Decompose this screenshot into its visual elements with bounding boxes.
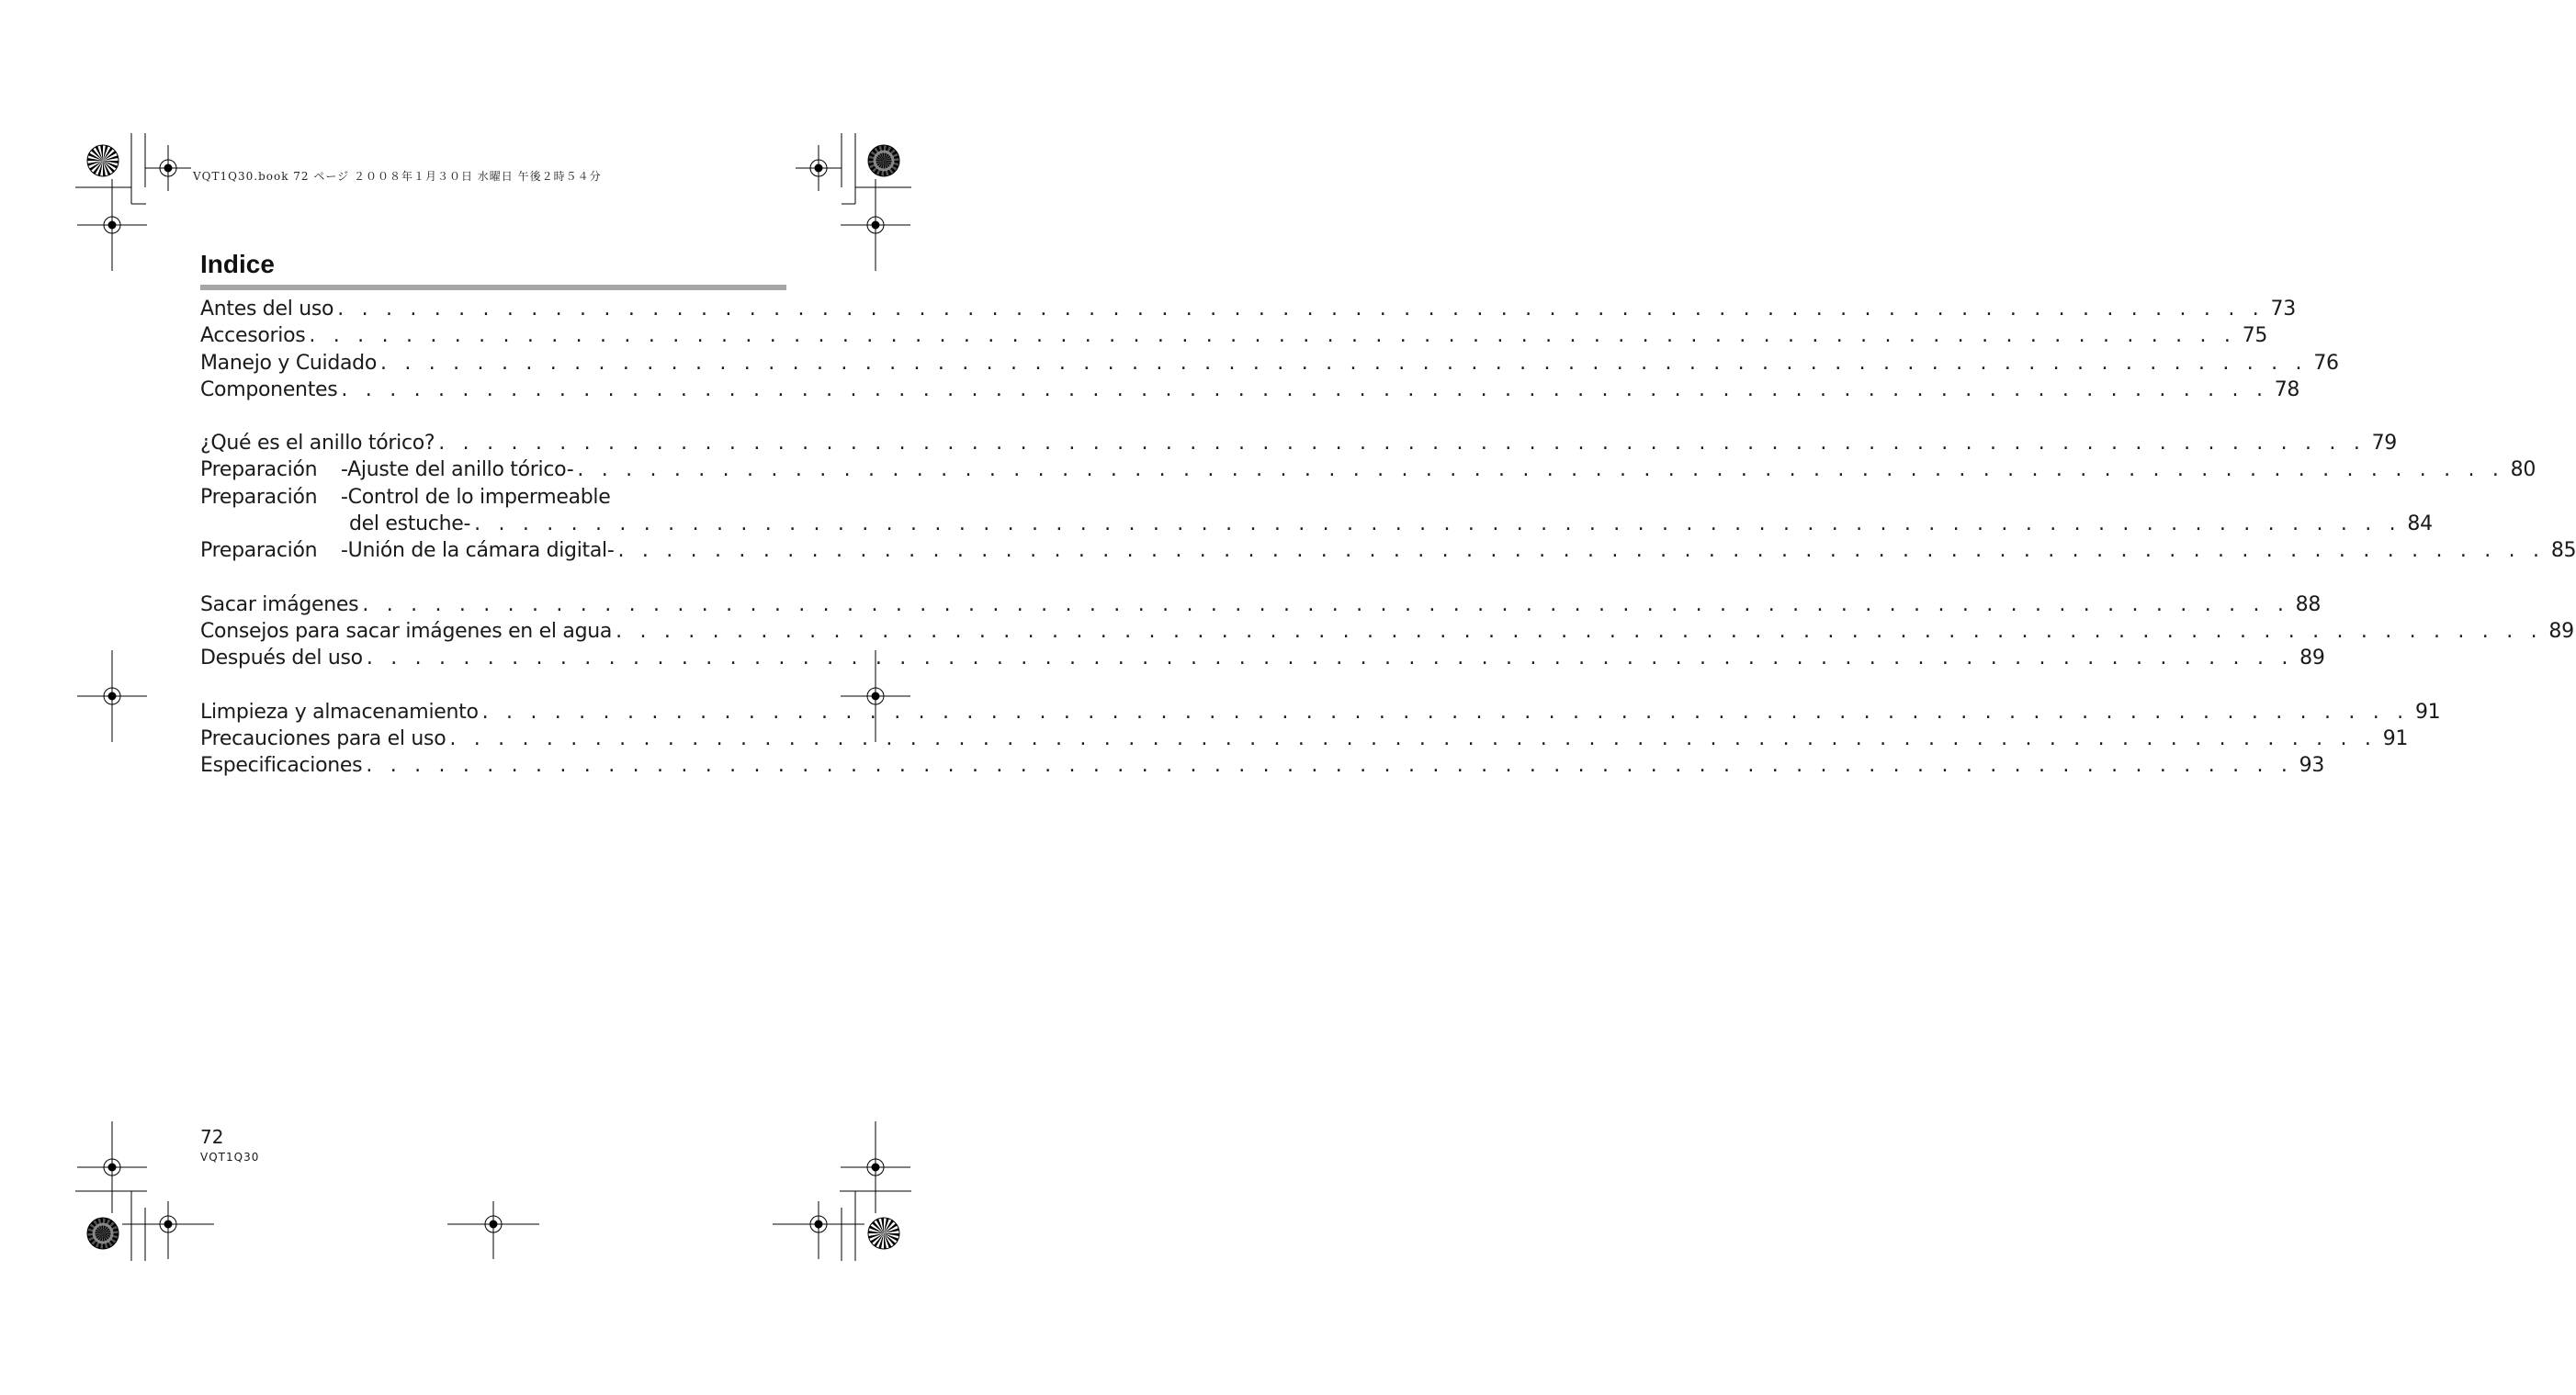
- crosshair-icon: [145, 145, 191, 191]
- toc-entry-page: 75: [2242, 324, 2268, 348]
- toc-entry-label: ¿Qué es el anillo tórico?: [200, 432, 435, 456]
- toc-entry-label: Después del uso: [200, 647, 363, 670]
- toc-entry-label: -Unión de la cámara digital-: [341, 539, 615, 563]
- toc-entry-label: -Ajuste del anillo tórico-: [341, 458, 574, 482]
- crosshair-icon: [796, 145, 842, 191]
- toc-entry: [200, 645, 2325, 671]
- toc-entry-label: Especificaciones: [200, 754, 363, 778]
- crosshair-icon: [122, 1201, 214, 1259]
- toc-entry: [200, 699, 2441, 726]
- toc-entry-label: Manejo y Cuidado: [200, 351, 378, 375]
- toc-entry-page: 91: [2414, 700, 2441, 724]
- title-rule: [200, 285, 786, 290]
- toc-entry: [200, 456, 2536, 483]
- toc-entry: [200, 591, 2322, 618]
- toc-dot-leader: . . . . . . . . . . . . . . . . . . . . . . . . . . . . . . . . . . . . . . . . . . . . . . . . . . . . . . . . . . . . . . . . . . . . . . . . . . . . . . . .: [481, 700, 2410, 724]
- toc-entry-label: Componentes: [200, 377, 338, 401]
- toc-dot-leader: . . . . . . . . . . . . . . . . . . . . . . . . . . . . . . . . . . . . . . . . . . . . . . . . . . . . . . . . . . . . . . . . . . . . . . . . . . . . . . . .: [366, 754, 2294, 778]
- toc-group: [200, 699, 2441, 780]
- toc-entry-page: 78: [2274, 377, 2300, 401]
- toc-group: [200, 296, 2339, 403]
- toc-entry-page: 79: [2371, 432, 2398, 456]
- toc-entry-page: 76: [2313, 351, 2339, 375]
- crosshair-icon: [77, 179, 147, 271]
- toc-entry-prefix: Preparación: [200, 539, 318, 563]
- toc-entry-label: del estuche-: [349, 512, 471, 536]
- toc-group: [200, 430, 2576, 564]
- crosshair-icon: [447, 1201, 539, 1259]
- toc-entry-page: 91: [2382, 726, 2409, 750]
- toc-entry-prefix: Preparación: [200, 458, 318, 482]
- toc-entry-label: -Control de lo impermeable: [341, 485, 611, 509]
- toc-entry: [200, 752, 2325, 779]
- toc-dot-leader: . . . . . . . . . . . . . . . . . . . . . . . . . . . . . . . . . . . . . . . . . . . . . . . . . . . . . . . . . . . . . . . . . . . . . . . . . . . . . . . .: [438, 432, 2367, 456]
- page-title: Indice: [200, 250, 275, 278]
- print-slug: VQT1Q30.book 72 ページ ２００８年１月３０日 水曜日 午後２時５４分: [193, 170, 602, 183]
- toc-entry-page: 88: [2295, 592, 2322, 616]
- toc-entry-label: Consejos para sacar imágenes en el agua: [200, 619, 613, 643]
- toc-entry: [200, 618, 2574, 645]
- crosshair-icon: [773, 1201, 864, 1259]
- crosshair-icon: [77, 1121, 147, 1213]
- toc-dot-leader: . . . . . . . . . . . . . . . . . . . . . . . . . . . . . . . . . . . . . . . . . . . . . . . . . . . . . . . . . . . . . . . . . . . . . . . . . . . . . . . .: [341, 377, 2269, 401]
- toc-entry: [200, 322, 2268, 349]
- toc-group: [200, 591, 2574, 672]
- toc-entry: [200, 484, 786, 511]
- toc-entry-label: Limpieza y almacenamiento: [200, 700, 479, 724]
- toc-dot-leader: . . . . . . . . . . . . . . . . . . . . . . . . . . . . . . . . . . . . . . . . . . . . . . . . . . . . . . . . . . . . . . . . . . . . . . . . . . . . . . . .: [380, 351, 2308, 375]
- toc-dot-leader: . . . . . . . . . . . . . . . . . . . . . . . . . . . . . . . . . . . . . . . . . . . . . . . . . . . . . . . . . . . . . . . . . . . . . . . . . . . . . . . .: [449, 726, 2378, 750]
- toc-entry-page: 80: [2510, 458, 2536, 482]
- crosshair-icon: [77, 650, 147, 742]
- toc-entry-page: 89: [2299, 647, 2325, 670]
- toc-entry-page: 93: [2299, 754, 2325, 778]
- document-code: VQT1Q30: [200, 1151, 260, 1164]
- toc-dot-leader: . . . . . . . . . . . . . . . . . . . . . . . . . . . . . . . . . . . . . . . . . . . . . . . . . . . . . . . . . . . . . . . . . . . . . . . . . . . . . . . .: [309, 324, 2237, 348]
- table-of-contents: [200, 296, 2576, 805]
- toc-entry-page: 84: [2407, 512, 2433, 536]
- toc-entry-label: Accesorios: [200, 324, 306, 348]
- toc-dot-leader: . . . . . . . . . . . . . . . . . . . . . . . . . . . . . . . . . . . . . . . . . . . . . . . . . . . . . . . . . . . . . . . . . . . . . . . . . . . . . . . .: [617, 539, 2546, 563]
- crosshair-icon: [841, 1121, 910, 1213]
- star-target-icon: [868, 145, 899, 176]
- toc-dot-leader: . . . . . . . . . . . . . . . . . . . . . . . . . . . . . . . . . . . . . . . . . . . . . . . . . . . . . . . . . . . . . . . . . . . . . . . . . . . . . . . .: [337, 298, 2265, 321]
- toc-entry: [200, 430, 2398, 456]
- toc-entry-page: 73: [2270, 298, 2296, 321]
- toc-entry: [200, 350, 2339, 377]
- page-number: 72: [200, 1126, 224, 1148]
- toc-entry: [200, 537, 2576, 564]
- toc-entry: [200, 296, 2296, 322]
- toc-entry-page: 89: [2548, 619, 2574, 643]
- toc-entry: [200, 377, 2300, 403]
- crosshair-icon: [841, 179, 910, 271]
- toc-entry-prefix: Preparación: [200, 485, 318, 509]
- star-target-icon: [868, 1218, 899, 1249]
- toc-entry-label: Antes del uso: [200, 298, 334, 321]
- star-target-icon: [87, 145, 119, 176]
- toc-entry-label: Precauciones para el uso: [200, 726, 446, 750]
- toc-dot-leader: . . . . . . . . . . . . . . . . . . . . . . . . . . . . . . . . . . . . . . . . . . . . . . . . . . . . . . . . . . . . . . . . . . . . . . . . . . . . . . . .: [616, 619, 2543, 643]
- toc-dot-leader: . . . . . . . . . . . . . . . . . . . . . . . . . . . . . . . . . . . . . . . . . . . . . . . . . . . . . . . . . . . . . . . . . . . . . . . . . . . . . . . .: [366, 647, 2294, 670]
- toc-entry: [200, 726, 2409, 752]
- toc-dot-leader: . . . . . . . . . . . . . . . . . . . . . . . . . . . . . . . . . . . . . . . . . . . . . . . . . . . . . . . . . . . . . . . . . . . . . . . . . . . . . . . .: [362, 592, 2290, 616]
- toc-dot-leader: . . . . . . . . . . . . . . . . . . . . . . . . . . . . . . . . . . . . . . . . . . . . . . . . . . . . . . . . . . . . . . . . . . . . . . . . . . . . . . . .: [474, 512, 2401, 536]
- toc-dot-leader: . . . . . . . . . . . . . . . . . . . . . . . . . . . . . . . . . . . . . . . . . . . . . . . . . . . . . . . . . . . . . . . . . . . . . . . . . . . . . . . .: [577, 458, 2505, 482]
- star-target-icon: [87, 1218, 119, 1249]
- toc-entry: [200, 511, 2433, 537]
- toc-entry-label: Sacar imágenes: [200, 592, 359, 616]
- toc-entry-page: 85: [2550, 539, 2576, 563]
